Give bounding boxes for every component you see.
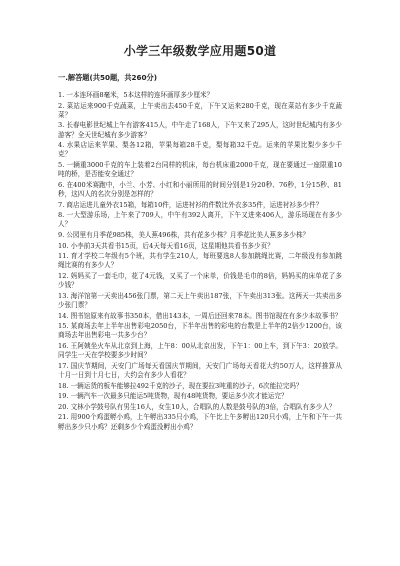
question-item: 6. 在400米赛跑中，小兰、小芳、小红和小丽所用的时间分别是1分20秒、76秒，1分15秒、81秒，这四人的名次分别是怎样的？ (58, 180, 342, 198)
question-item: 19. 一辆汽车一次最多只能运5吨货物，现有48吨货物，要运多少次才能运完？ (58, 392, 288, 401)
question-item: 12. 妈妈买了一套毛巾，花了4元钱，又买了一个床单，价钱是毛巾的8倍，妈妈买的床单花了多少钱？ (58, 271, 342, 290)
question-item: 11. 育才学校二年级有5个班，共有学生210人，每班要选8人参加跳绳比赛，二年级没有参加跳绳比赛的有多少人？ (58, 252, 342, 270)
question-item: 1. 一本连环画8毫米，5本这样的连环画厚多少厘米？ (58, 91, 214, 99)
question-item: 13. 海洋馆第一天卖出456张门票，第二天上午卖出187张，下午卖出313张。这两天一共卖出多少张门票？ (58, 291, 342, 309)
question-item: 16. 王阿姨坐火车从北京到上海，上午8：00从北京出发，下午1：00上车，到下午3：20放学。同学生一天在学校要多少时间？ (58, 341, 342, 360)
question-item: 10. 小李前3天共看书15页，后4天每天看16页，这星期他共看书多少页？ (58, 241, 274, 250)
question-item: 20. 文林小学鼓号队有男生16人，女生10人，合唱队的人数是鼓号队的3倍，合唱队有多少人？ (58, 402, 336, 411)
question-list (58, 91, 342, 432)
question-item: 4. 水果店运来苹果、梨各12箱，苹果每箱28千克，梨每箱32千克。运来的苹果比梨少多少千克？ (58, 141, 342, 159)
question-item: 2. 菜站运来900千克蔬菜，上午卖出去450千克，下午又运来280千克，现在菜站有多少千克蔬菜？ (58, 101, 342, 119)
page-title: 小学三年级数学应用题50道 (123, 44, 277, 58)
question-item: 15. 某商场去年上半年出售彩电2050台，下半年出售的彩电的台数是上半年的2倍少1200台，该商场去年出售彩电一共多少台？ (58, 322, 342, 340)
section-heading: 一.解答题(共50题，共260分) (58, 73, 157, 82)
question-item: 7. 商店运进儿童外衣15箱，每箱10件，运进衬衫的件数比外衣多35件，运进衬衫多少件？ (58, 200, 323, 209)
question-item: 17. 国庆节期间，天安门广场每天看国庆节期间，天安门广场每天看花大约50万人，这样推算从十月一日到十月七日，大约会有多少人看花？ (58, 361, 342, 379)
question-item: 3. 长春电影世纪城上午有游客415人，中午走了168人，下午又来了295人，这时世纪城内有多少游客？全天世纪城有多少游客？ (58, 121, 342, 139)
question-item: 14. 图书馆原来有故事书350本，借出143本，一周后还回来78本。图书馆现在有多少本故事书？ (58, 311, 342, 320)
question-item: 8. 一大型游乐场，上午来了709人，中午有392人离开，下午又进来406人，游乐场现在有多少人？ (58, 211, 342, 229)
question-item: 5. 一辆重3000千克的车上装着2台同样的机床，每台机床重2000千克，现在要通过一座限重10吨的桥，是否能安全通过？ (58, 160, 342, 179)
question-item: 9. 公园里有月季花985株，美人蕉496株，共有花多少株？月季花比美人蕉多多少株？ (58, 230, 310, 239)
question-item: 21. 用900个鸡蛋孵小鸡，上午孵出335只小鸡，下午比上午多孵出120只小鸡，上午和下午一共孵出多少只小鸡？还剩多少个鸡蛋没孵出小鸡？ (58, 413, 342, 431)
question-item: 18. 一辆运货的板车能够拉492千克的沙子，现在要拉3吨重的沙子，6次能拉完吗？ (58, 381, 303, 390)
